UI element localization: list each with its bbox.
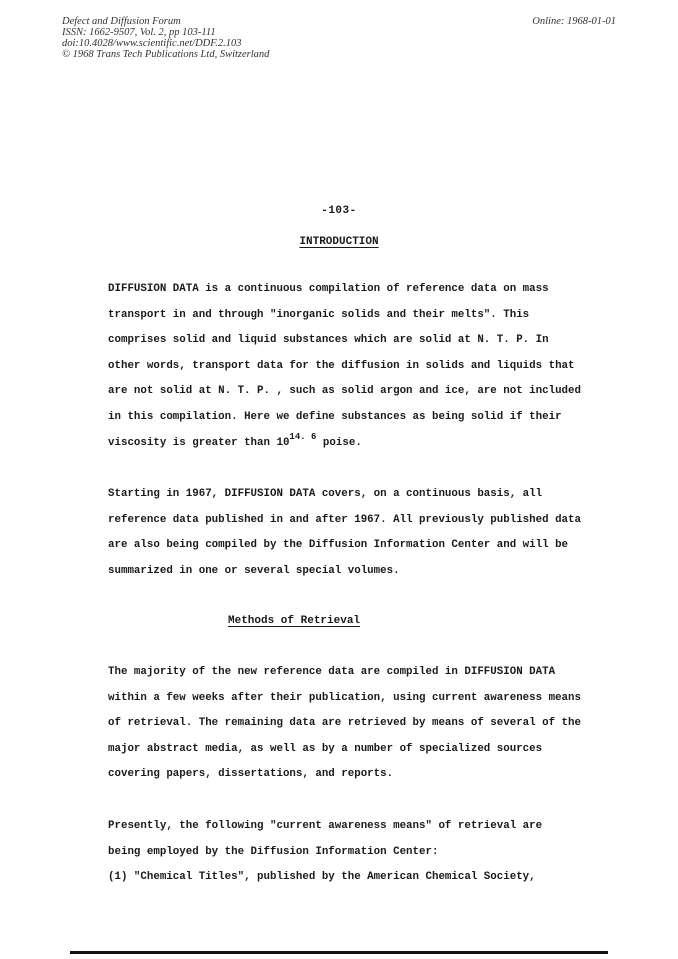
page-title: [0, 236, 678, 248]
viscosity-text: viscosity is greater than 10: [108, 436, 290, 449]
text-line: reference data published in and after 1967. All previously published data: [108, 513, 581, 526]
issn-line: ISSN: 1662-9507, Vol. 2, pp 103-111: [62, 27, 216, 38]
text-line: within a few weeks after their publication, using current awareness means: [108, 691, 581, 704]
text-line: are also being compiled by the Diffusion Information Center and will be: [108, 539, 569, 552]
text-line: DIFFUSION DATA is a continuous compilation of reference data on mass: [108, 283, 549, 295]
page-number: -103-: [321, 205, 357, 217]
text-line: covering papers, dissertations, and reports.: [108, 768, 394, 781]
text-line: (1) "Chemical Titles", published by the American Chemical Society,: [108, 871, 536, 884]
section-heading: [228, 615, 360, 627]
text-line: The majority of the new reference data are compiled in DIFFUSION DATA: [108, 666, 556, 678]
text-line: Presently, the following "current awareness means" of retrieval are: [108, 820, 543, 832]
paragraph-retrieval: [108, 666, 581, 794]
viscosity-exponent: 14. 6: [289, 431, 317, 442]
text-line: transport in and through "inorganic solids and their melts". This: [108, 308, 530, 321]
paragraph-coverage: [108, 488, 581, 590]
journal-header: [62, 16, 269, 60]
online-date: Online: 1968-01-01: [532, 16, 616, 27]
doi-line: doi:10.4028/www.scientific.net/DDF.2.103: [62, 38, 242, 49]
viscosity-unit: poise.: [316, 436, 362, 449]
paragraph-introduction: [108, 283, 581, 462]
section-heading-text: Methods of Retrieval: [228, 615, 361, 627]
paragraph-current-awareness: [108, 820, 568, 897]
copyright-line: © 1968 Trans Tech Publications Ltd, Switzerland: [62, 49, 270, 60]
text-line: major abstract media, as well as by a number of specialized sources: [108, 742, 543, 755]
text-line: Starting in 1967, DIFFUSION DATA covers, on a continuous basis, all: [108, 488, 543, 500]
text-line: comprises solid and liquid substances which are solid at N. T. P. In: [108, 334, 549, 347]
text-line: in this compilation. Here we define substances as being solid if their: [108, 410, 562, 423]
text-line: of retrieval. The remaining data are retrieved by means of several of the: [108, 717, 581, 730]
footer-rule: [70, 951, 608, 954]
page-title-text: INTRODUCTION: [299, 236, 379, 248]
text-line: summarized in one or several special volumes.: [108, 564, 400, 577]
text-line: other words, transport data for the diffusion in solids and liquids that: [108, 359, 575, 372]
text-line: are not solid at N. T. P. , such as solid argon and ice, are not included: [108, 385, 581, 398]
journal-name: Defect and Diffusion Forum: [62, 16, 181, 27]
text-line-viscosity: [108, 431, 568, 463]
text-line: being employed by the Diffusion Information Center:: [108, 845, 439, 858]
